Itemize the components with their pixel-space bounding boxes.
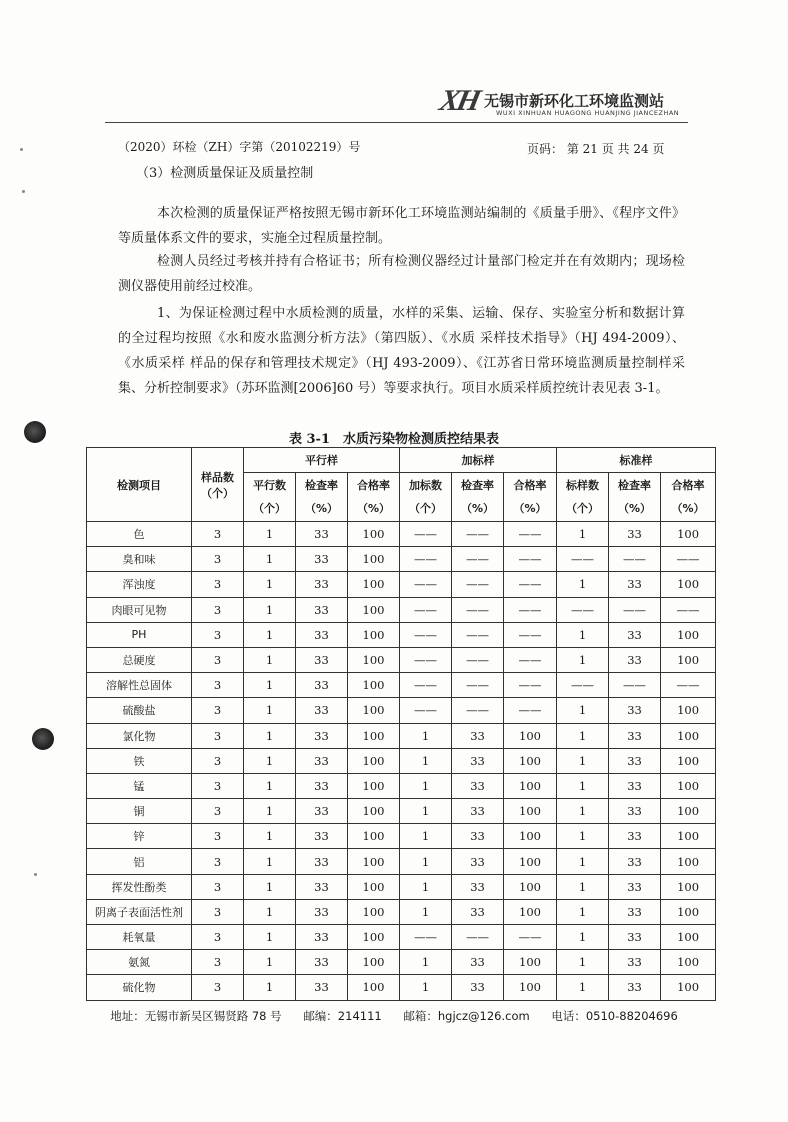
table-cell: 3: [192, 723, 244, 748]
table-cell: 1: [244, 723, 296, 748]
table-cell: 1: [244, 925, 296, 950]
table-cell: 33: [296, 874, 348, 899]
section-title: （3）检测质量保证及质量控制: [136, 166, 314, 181]
table-cell: 1: [244, 572, 296, 597]
table-cell: 100: [348, 723, 400, 748]
table-cell: ——: [661, 597, 716, 622]
table-cell: 3: [192, 547, 244, 572]
table-cell: 1: [244, 950, 296, 975]
cell-item-name: 臭和味: [87, 547, 192, 572]
table-cell: 100: [661, 698, 716, 723]
cell-item-name: PH: [87, 622, 192, 647]
table-cell: 100: [661, 925, 716, 950]
table-cell: 100: [661, 748, 716, 773]
table-cell: 100: [504, 950, 557, 975]
table-row: [87, 773, 716, 798]
table-cell: 33: [609, 849, 661, 874]
header-group-spike: 加标样: [400, 448, 557, 473]
page-number: 页码： 第 21 页 共 24 页: [527, 142, 665, 156]
table-cell: ——: [609, 547, 661, 572]
table-cell: 33: [296, 723, 348, 748]
table-cell: 33: [452, 950, 504, 975]
table-cell: 100: [661, 622, 716, 647]
table-row: [87, 748, 716, 773]
table-cell: ——: [400, 673, 452, 698]
table-cell: ——: [557, 547, 609, 572]
table-cell: 33: [609, 723, 661, 748]
table-cell: 33: [609, 874, 661, 899]
table-cell: 1: [557, 824, 609, 849]
table-title: 表 3-1 水质污染物检测质控结果表: [288, 432, 499, 447]
table-cell: 1: [400, 723, 452, 748]
cell-item-name: 阴离子表面活性剂: [87, 899, 192, 924]
table-cell: 100: [348, 547, 400, 572]
table-cell: ——: [400, 698, 452, 723]
paragraph-quality-basis: 本次检测的质量保证严格按照无锡市新环化工环境监测站编制的《质量手册》、《程序文件》等质量体系文件的要求，实施全过程质量控制。: [118, 206, 685, 246]
cell-item-name: 氨氮: [87, 950, 192, 975]
table-cell: 100: [661, 899, 716, 924]
cell-item-name: 浑浊度: [87, 572, 192, 597]
table-cell: ——: [557, 673, 609, 698]
table-cell: 33: [296, 975, 348, 1000]
table-cell: 100: [661, 975, 716, 1000]
header-spike-check: 检查率（%）: [452, 473, 504, 522]
page-footer: [0, 1008, 788, 1024]
header-divider: [105, 122, 688, 123]
table-cell: ——: [504, 673, 557, 698]
header-parallel-pass: 合格率（%）: [348, 473, 400, 522]
table-cell: ——: [400, 925, 452, 950]
table-cell: ——: [609, 597, 661, 622]
header-parallel-check: 检查率（%）: [296, 473, 348, 522]
table-cell: ——: [452, 547, 504, 572]
table-cell: ——: [452, 572, 504, 597]
table-cell: 100: [661, 950, 716, 975]
table-row: [87, 824, 716, 849]
table-cell: 1: [244, 698, 296, 723]
table-cell: 100: [661, 522, 716, 547]
table-cell: 1: [244, 622, 296, 647]
table-cell: ——: [557, 597, 609, 622]
table-cell: 33: [296, 622, 348, 647]
table-cell: 3: [192, 572, 244, 597]
table-cell: 33: [609, 899, 661, 924]
footer-postcode: 邮编：214111: [303, 1009, 382, 1023]
table-cell: ——: [504, 647, 557, 672]
table-cell: 33: [296, 799, 348, 824]
table-cell: ——: [504, 547, 557, 572]
table-cell: 3: [192, 925, 244, 950]
table-cell: 100: [348, 824, 400, 849]
table-cell: 3: [192, 773, 244, 798]
table-cell: 100: [661, 647, 716, 672]
table-cell: 100: [504, 874, 557, 899]
table-cell: 100: [504, 723, 557, 748]
table-cell: ——: [504, 572, 557, 597]
paragraph-personnel: 检测人员经过考核并持有合格证书；所有检测仪器经过计量部门检定并在有效期内；现场检测仪器使用前经过校准。: [118, 254, 685, 294]
table-cell: 100: [348, 849, 400, 874]
table-cell: ——: [400, 647, 452, 672]
table-cell: 1: [244, 547, 296, 572]
table-cell: 100: [504, 773, 557, 798]
table-cell: 3: [192, 874, 244, 899]
table-row: [87, 547, 716, 572]
table-cell: 3: [192, 698, 244, 723]
header-sample-count: 样品数（个）: [192, 448, 244, 522]
org-logo: XH: [436, 84, 481, 117]
table-cell: 100: [661, 874, 716, 899]
table-cell: 33: [609, 647, 661, 672]
table-cell: 33: [609, 824, 661, 849]
table-cell: 1: [400, 950, 452, 975]
table-cell: 100: [348, 950, 400, 975]
table-cell: 1: [557, 522, 609, 547]
table-cell: 33: [609, 925, 661, 950]
table-cell: 100: [348, 522, 400, 547]
table-cell: 1: [400, 849, 452, 874]
table-cell: ——: [661, 547, 716, 572]
table-cell: 1: [400, 799, 452, 824]
table-row: [87, 849, 716, 874]
table-cell: 1: [557, 748, 609, 773]
table-cell: 100: [348, 673, 400, 698]
table-cell: 100: [348, 597, 400, 622]
org-name: 无锡市新环化工环境监测站: [484, 92, 665, 110]
cell-item-name: 氯化物: [87, 723, 192, 748]
cell-item-name: 挥发性酚类: [87, 874, 192, 899]
header-parallel-count: 平行数（个）: [244, 473, 296, 522]
table-cell: 33: [296, 899, 348, 924]
table-cell: ——: [661, 673, 716, 698]
table-row: [87, 975, 716, 1000]
table-cell: 100: [348, 622, 400, 647]
table-cell: 3: [192, 748, 244, 773]
table-cell: 100: [348, 647, 400, 672]
table-cell: 1: [244, 899, 296, 924]
table-cell: 33: [452, 773, 504, 798]
table-cell: ——: [400, 547, 452, 572]
scan-speck: [34, 873, 37, 876]
table-cell: 33: [452, 975, 504, 1000]
cell-item-name: 肉眼可见物: [87, 597, 192, 622]
qc-table-body: [87, 522, 716, 1001]
table-cell: 1: [557, 849, 609, 874]
table-row: [87, 698, 716, 723]
table-cell: 33: [452, 824, 504, 849]
table-row: [87, 647, 716, 672]
table-cell: 1: [557, 647, 609, 672]
table-cell: ——: [400, 622, 452, 647]
table-cell: 33: [609, 975, 661, 1000]
table-cell: 33: [296, 547, 348, 572]
table-cell: 1: [400, 748, 452, 773]
table-cell: ——: [504, 522, 557, 547]
table-cell: 100: [661, 773, 716, 798]
table-cell: 33: [296, 673, 348, 698]
table-cell: 1: [557, 950, 609, 975]
table-cell: 33: [296, 522, 348, 547]
table-cell: 33: [296, 597, 348, 622]
table-cell: 3: [192, 522, 244, 547]
table-cell: ——: [452, 522, 504, 547]
table-cell: 100: [661, 723, 716, 748]
table-cell: 33: [296, 925, 348, 950]
table-row: [87, 622, 716, 647]
table-cell: 3: [192, 799, 244, 824]
table-cell: 33: [296, 849, 348, 874]
table-cell: 33: [296, 647, 348, 672]
table-cell: 1: [244, 673, 296, 698]
cell-item-name: 铝: [87, 849, 192, 874]
table-cell: ——: [609, 673, 661, 698]
footer-phone: 电话：0510-88204696: [551, 1009, 678, 1023]
header-std-pass: 合格率（%）: [661, 473, 716, 522]
header-group-standard: 标准样: [557, 448, 716, 473]
header-std-count: 标样数（个）: [557, 473, 609, 522]
table-cell: 33: [609, 522, 661, 547]
header-item: 检测项目: [87, 448, 192, 522]
table-cell: ——: [504, 925, 557, 950]
table-cell: 1: [244, 849, 296, 874]
table-row: [87, 925, 716, 950]
cell-item-name: 铁: [87, 748, 192, 773]
table-cell: 33: [609, 622, 661, 647]
table-cell: 1: [400, 874, 452, 899]
table-cell: 100: [348, 773, 400, 798]
table-cell: ——: [452, 673, 504, 698]
binder-hole-bottom: [32, 728, 54, 750]
table-cell: 33: [452, 849, 504, 874]
header-spike-count: 加标数（个）: [400, 473, 452, 522]
table-cell: ——: [400, 572, 452, 597]
table-cell: 1: [244, 748, 296, 773]
table-cell: 33: [609, 748, 661, 773]
table-cell: ——: [452, 698, 504, 723]
table-row: [87, 723, 716, 748]
table-cell: 1: [244, 773, 296, 798]
table-cell: 1: [557, 874, 609, 899]
table-cell: 1: [400, 773, 452, 798]
table-cell: 3: [192, 899, 244, 924]
table-cell: ——: [400, 522, 452, 547]
org-pinyin: WUXI XINHUAN HUAGONG HUANJING JIANCEZHAN: [496, 109, 680, 117]
table-cell: 1: [557, 622, 609, 647]
table-row: [87, 522, 716, 547]
table-cell: 3: [192, 597, 244, 622]
cell-item-name: 锌: [87, 824, 192, 849]
qc-results-table: [86, 447, 716, 1001]
table-cell: 33: [296, 773, 348, 798]
table-cell: 100: [348, 925, 400, 950]
table-cell: 33: [296, 748, 348, 773]
table-cell: 1: [557, 925, 609, 950]
table-row: [87, 572, 716, 597]
table-cell: 100: [504, 748, 557, 773]
table-cell: 33: [296, 950, 348, 975]
scan-speck: [20, 148, 23, 151]
table-cell: 1: [244, 874, 296, 899]
table-cell: 33: [452, 723, 504, 748]
table-cell: 3: [192, 673, 244, 698]
table-cell: ——: [400, 597, 452, 622]
table-cell: 100: [348, 899, 400, 924]
cell-item-name: 耗氧量: [87, 925, 192, 950]
table-cell: 1: [557, 899, 609, 924]
table-cell: 33: [609, 572, 661, 597]
table-cell: 33: [609, 773, 661, 798]
table-cell: 33: [452, 748, 504, 773]
scan-speck: [22, 190, 25, 193]
table-cell: ——: [504, 622, 557, 647]
table-cell: 1: [557, 572, 609, 597]
table-row: [87, 874, 716, 899]
table-cell: ——: [504, 698, 557, 723]
table-row: [87, 950, 716, 975]
table-cell: 1: [557, 975, 609, 1000]
table-cell: ——: [452, 647, 504, 672]
table-cell: 1: [557, 698, 609, 723]
table-cell: 1: [244, 522, 296, 547]
table-cell: 100: [661, 824, 716, 849]
cell-item-name: 色: [87, 522, 192, 547]
table-cell: 1: [400, 899, 452, 924]
paragraph-water-sampling: 1、为保证检测过程中水质检测的质量，水样的采集、运输、保存、实验室分析和数据计算的全过程均按照《水和废水监测分析方法》（第四版）、《水质 采样技术指导》（HJ 494-2009）、《水质采样 样品的保存和管理技术规定》（HJ 493-2009）、《江苏省日常环境监测质量控制样采集、分析控制要求》（苏环监测[2006]60 号）等要求执行。项目水质采样质控统计表见表 3-1。: [118, 306, 685, 396]
cell-item-name: 锰: [87, 773, 192, 798]
table-cell: ——: [452, 622, 504, 647]
footer-email: 邮箱：hgjcz@126.com: [403, 1009, 530, 1023]
table-cell: 3: [192, 950, 244, 975]
table-cell: 100: [348, 572, 400, 597]
cell-item-name: 溶解性总固体: [87, 673, 192, 698]
table-cell: 1: [400, 975, 452, 1000]
table-cell: 100: [661, 849, 716, 874]
table-cell: 33: [609, 698, 661, 723]
table-row: [87, 673, 716, 698]
table-row: [87, 899, 716, 924]
table-cell: 1: [244, 799, 296, 824]
cell-item-name: 总硬度: [87, 647, 192, 672]
table-cell: 100: [504, 824, 557, 849]
table-cell: 1: [244, 975, 296, 1000]
cell-item-name: 硫化物: [87, 975, 192, 1000]
header-group-parallel: 平行样: [244, 448, 400, 473]
table-cell: 33: [609, 950, 661, 975]
table-cell: 33: [452, 799, 504, 824]
table-cell: 33: [296, 698, 348, 723]
table-cell: 100: [504, 899, 557, 924]
table-cell: 100: [661, 799, 716, 824]
table-cell: 100: [348, 874, 400, 899]
table-cell: 100: [661, 572, 716, 597]
table-cell: 3: [192, 849, 244, 874]
table-cell: 1: [400, 824, 452, 849]
table-cell: 100: [348, 748, 400, 773]
cell-item-name: 铜: [87, 799, 192, 824]
table-row: [87, 799, 716, 824]
table-cell: 3: [192, 647, 244, 672]
table-cell: 33: [609, 799, 661, 824]
footer-address: 地址：无锡市新吴区锡贤路 78 号: [110, 1009, 282, 1023]
table-cell: ——: [452, 925, 504, 950]
table-cell: 1: [244, 824, 296, 849]
table-cell: 100: [348, 975, 400, 1000]
table-cell: 100: [348, 698, 400, 723]
header-std-check: 检查率（%）: [609, 473, 661, 522]
header-spike-pass: 合格率（%）: [504, 473, 557, 522]
table-cell: 1: [244, 597, 296, 622]
table-cell: 1: [244, 647, 296, 672]
table-cell: 33: [296, 572, 348, 597]
table-cell: 3: [192, 622, 244, 647]
table-cell: 100: [504, 799, 557, 824]
table-cell: 100: [504, 975, 557, 1000]
table-cell: ——: [452, 597, 504, 622]
table-cell: 3: [192, 824, 244, 849]
table-cell: 100: [504, 849, 557, 874]
table-cell: 1: [557, 799, 609, 824]
table-cell: 33: [296, 824, 348, 849]
table-cell: 1: [557, 723, 609, 748]
table-cell: ——: [504, 597, 557, 622]
cell-item-name: 硫酸盐: [87, 698, 192, 723]
table-cell: 33: [452, 874, 504, 899]
report-id: （2020）环检（ZH）字第（20102219）号: [118, 140, 361, 154]
table-row: [87, 597, 716, 622]
table-cell: 33: [452, 899, 504, 924]
table-cell: 3: [192, 975, 244, 1000]
table-cell: 1: [557, 773, 609, 798]
table-cell: 100: [348, 799, 400, 824]
